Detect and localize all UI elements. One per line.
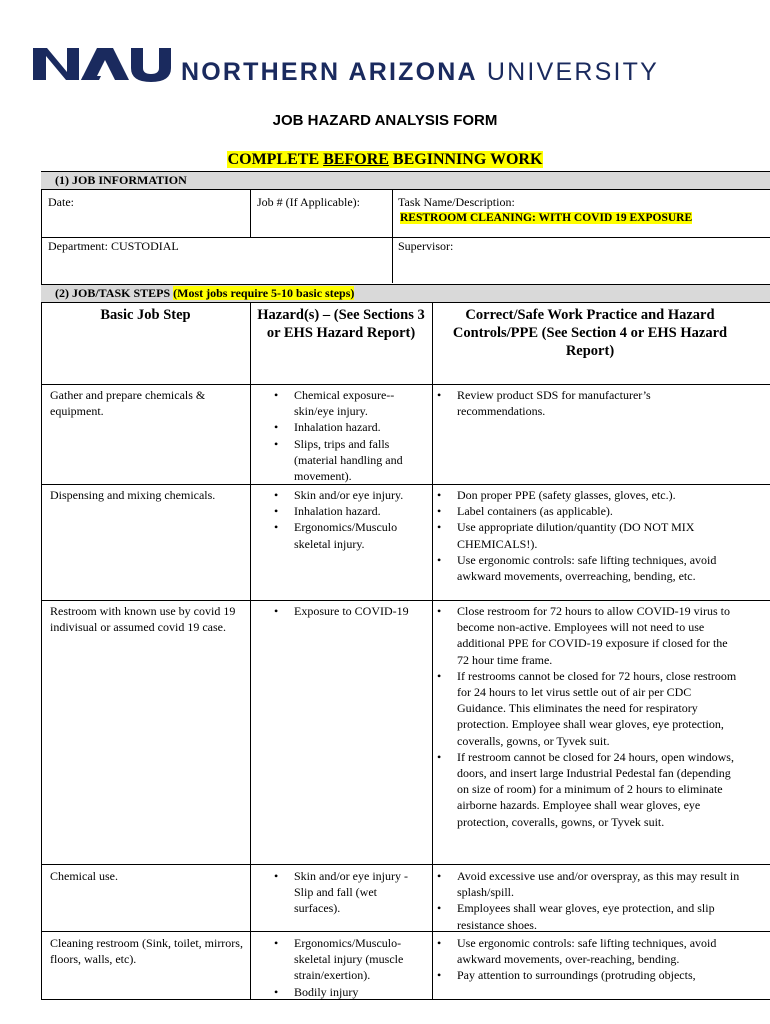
task-name-label: Task Name/Description:: [398, 195, 515, 209]
column-header-controls: Correct/Safe Work Practice and Hazard Controls/PPE (See Section 4 or EHS Hazard Report): [452, 307, 728, 359]
section1-title: (1) JOB INFORMATION: [55, 173, 187, 187]
university-name: [181, 58, 659, 87]
hazard-list: [274, 387, 426, 484]
hazard-list: [274, 868, 426, 917]
section2-title: (2) JOB/TASK STEPS: [55, 286, 174, 300]
job-step: Restroom with known use by covid 19 indivisual or assumed covid 19 case.: [50, 604, 236, 635]
section2-note: (Most jobs require 5-10 basic steps): [173, 286, 355, 300]
list-item: • Review product SDS for manufacturer’s recommendations.: [437, 388, 651, 419]
divider: [250, 190, 251, 238]
list-item: • Bodily injury: [274, 984, 359, 999]
university-name-thin: UNIVERSITY: [486, 58, 659, 86]
list-item: • Chemical exposure--skin/eye injury.: [274, 388, 395, 419]
list-item: • Exposure to COVID-19: [274, 604, 409, 618]
job-step: Dispensing and mixing chemicals.: [50, 488, 216, 502]
list-item: • Pay attention to surroundings (protruding objects,: [437, 968, 696, 983]
row-divider: [41, 864, 770, 865]
nau-logo-mark-text: NAU: [33, 46, 36, 47]
list-item: • Slips, trips and falls (material handling and movement).: [274, 436, 403, 484]
column-header-step: Basic Job Step: [100, 307, 191, 323]
list-item: • Use ergonomic controls: safe lifting techniques, avoid awkward movements, over-reaching, bending.: [437, 936, 717, 967]
task-name-value-text: RESTROOM CLEANING: WITH COVID 19 EXPOSURE: [400, 212, 693, 224]
control-list: [437, 935, 742, 984]
list-item: • Skin and/or eye injury.: [274, 488, 404, 502]
list-item: • Ergonomics/Musculo-skeletal injury (muscle strain/exertion).: [274, 936, 404, 983]
column-divider: [250, 302, 251, 1000]
subtitle-part1: COMPLETE: [227, 151, 324, 168]
task-name-value: [400, 209, 692, 226]
subtitle-part3: BEGINNING WORK: [388, 151, 543, 168]
form-subtitle: [0, 151, 770, 169]
hazard-list: [274, 487, 426, 552]
row-divider: [41, 384, 770, 385]
job-step: Cleaning restroom (Sink, toilet, mirrors, floors, walls, etc).: [50, 936, 243, 967]
list-item: • Use appropriate dilution/quantity (DO NOT MIX CHEMICALS!).: [437, 520, 695, 551]
row-divider: [41, 600, 770, 601]
list-item: • Label containers (as applicable).: [437, 504, 613, 519]
column-divider: [432, 302, 433, 1000]
control-list: [437, 387, 742, 419]
supervisor-label: Supervisor:: [398, 239, 454, 253]
control-list: [437, 487, 742, 584]
column-header-hazards: Hazard(s) – (See Sections 3 or EHS Hazard Report): [257, 307, 425, 341]
subtitle-emphasis: BEFORE: [323, 151, 389, 168]
form-title: JOB HAZARD ANALYSIS FORM: [272, 112, 498, 129]
list-item: • Use ergonomic controls: safe lifting techniques, avoid awkward movements, overreaching, bending, etc.: [437, 552, 717, 584]
list-item: • Skin and/or eye injury -Slip and fall (wet surfaces).: [274, 869, 408, 916]
department-field: Department: CUSTODIAL: [48, 239, 179, 253]
list-item: • Inhalation hazard.: [274, 420, 381, 435]
university-name-bold: NORTHERN ARIZONA: [181, 58, 478, 86]
nau-logo: [33, 46, 723, 86]
hazard-list: [274, 935, 426, 1000]
list-item: • If restrooms cannot be closed for 72 hours, close restroom for 24 hours to let virus settle out of air per CDC Guidance. This eliminates the need for respiratory protection. Employee shall wear gloves, eye protection, coveralls, gowns, or Tyvek suit.: [437, 668, 737, 748]
job-step: Gather and prepare chemicals & equipment.: [50, 388, 206, 419]
list-item: • Avoid excessive use and/or overspray, as this may result in splash/spill.: [437, 869, 740, 900]
list-item: • Ergonomics/Musculo skeletal injury.: [274, 520, 398, 551]
date-label: Date:: [48, 195, 74, 209]
nau-logo-mark: [33, 46, 173, 82]
control-list: [437, 868, 742, 933]
list-item: • Don proper PPE (safety glasses, gloves, etc.).: [437, 488, 676, 502]
list-item: • Inhalation hazard.: [274, 504, 381, 519]
list-item: • Employees shall wear gloves, eye protection, and slip resistance shoes.: [437, 901, 715, 932]
section2-header: [41, 284, 770, 303]
job-step: Chemical use.: [50, 869, 118, 883]
section1-header: [41, 171, 770, 190]
list-item: • If restroom cannot be closed for 24 hours, open windows, doors, and insert large Industrial Pedestal fan (depending on size of room) for a minimum of 2 hours to eliminate airborne hazards. Employee shall wear gloves, eye protection, coveralls, gowns, or Tyvek suit.: [437, 749, 734, 829]
hazard-list: [274, 603, 434, 619]
job-number-label: Job # (If Applicable):: [257, 195, 360, 209]
list-item: • Close restroom for 72 hours to allow COVID-19 virus to become non-active. Employees will not need to use additional PPE for COVID-19 exposure if closed for the 72 hour time frame.: [437, 604, 730, 667]
control-list: [437, 603, 742, 830]
